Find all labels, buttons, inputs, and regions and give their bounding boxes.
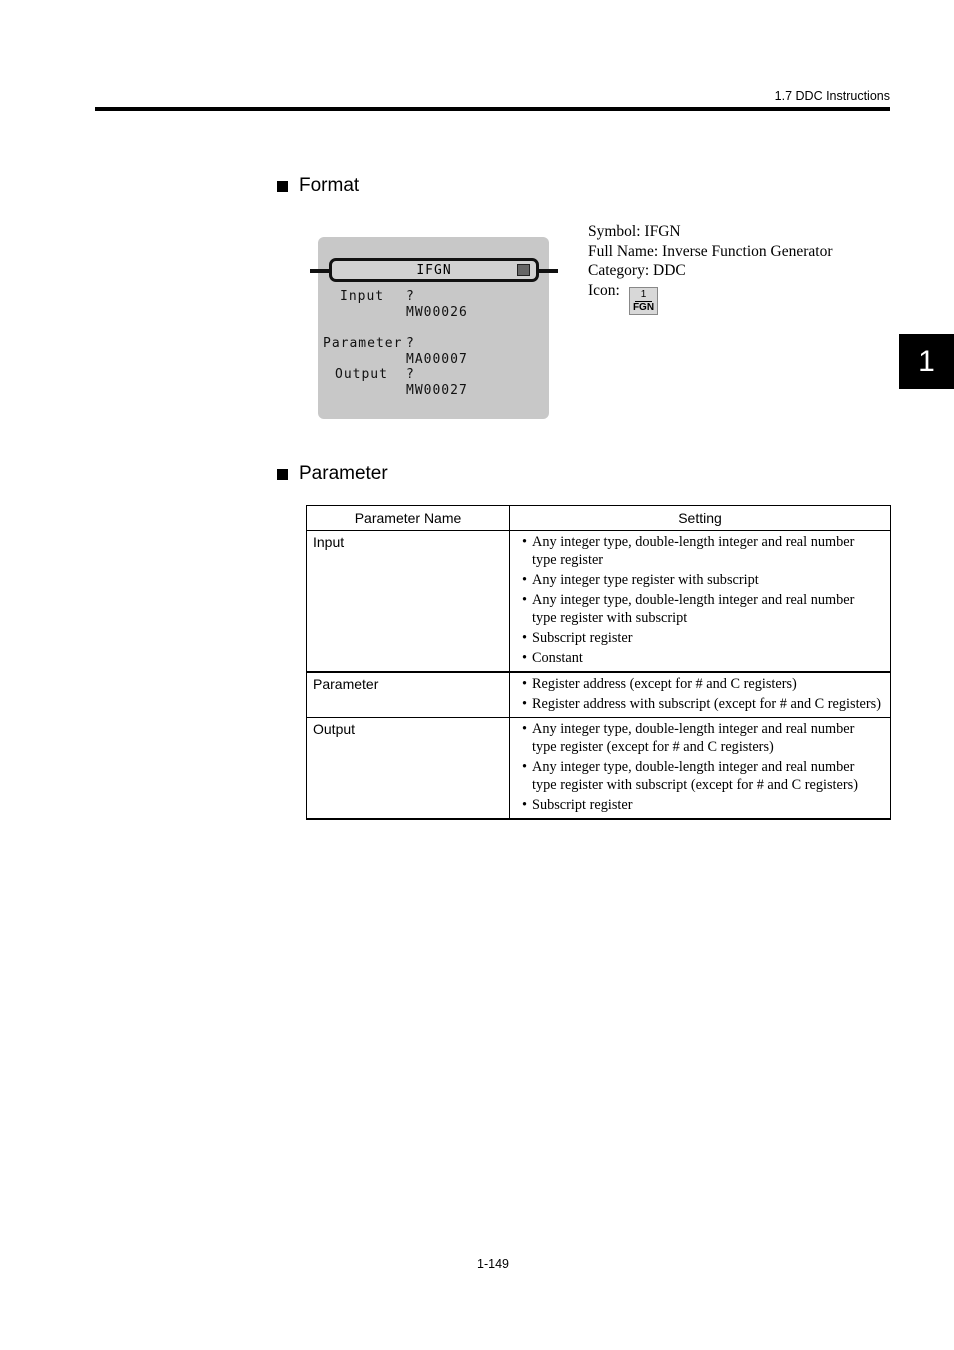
block-parameter-value: MA00007 — [406, 352, 468, 367]
parameter-heading-text: Parameter — [299, 463, 388, 484]
parameter-table — [306, 505, 891, 820]
row-name: Parameter — [307, 672, 510, 718]
parameter-heading — [277, 463, 388, 485]
row-name: Output — [307, 718, 510, 820]
setting-item: • Register address with subscript (except for # and C registers) — [522, 695, 882, 713]
block-input-q: ? — [406, 289, 415, 304]
table-row — [307, 531, 891, 673]
block-title-bar — [329, 258, 539, 282]
instruction-info — [588, 222, 833, 300]
block-input-value: MW00026 — [406, 305, 468, 320]
setting-item: • Constant — [522, 649, 882, 667]
page-number: 1-149 — [477, 1257, 509, 1271]
block-title: IFGN — [416, 262, 452, 278]
setting-item: • Any integer type, double-length integer and real number type register (except for # and C registers) — [522, 720, 882, 756]
setting-item: • Subscript register — [522, 796, 882, 814]
row-settings — [510, 718, 891, 820]
setting-item: • Subscript register — [522, 629, 882, 647]
block-parameter-q: ? — [406, 336, 415, 351]
running-header: 1.7 DDC Instructions — [774, 89, 890, 103]
setting-item: • Any integer type register with subscript — [522, 571, 882, 589]
column-header-setting: Setting — [510, 506, 891, 531]
setting-item: • Any integer type, double-length integer and real number type register with subscript — [522, 591, 882, 627]
setting-item: • Any integer type, double-length integer and real number type register with subscript (except for # and C registers) — [522, 758, 882, 794]
block-output-q: ? — [406, 367, 415, 382]
setting-item: • Register address (except for # and C registers) — [522, 675, 882, 693]
info-icon-label: Icon: — [588, 281, 620, 299]
table-row — [307, 672, 891, 718]
block-output-value: MW00027 — [406, 383, 468, 398]
fgn-icon-number: 1 — [635, 289, 652, 302]
row-settings — [510, 531, 891, 673]
format-heading — [277, 175, 359, 197]
header-rule — [95, 107, 890, 111]
table-header-row — [307, 506, 891, 531]
function-block-figure — [310, 236, 560, 421]
block-parameter-label: Parameter — [323, 336, 403, 351]
fgn-icon-text: FGN — [632, 302, 655, 313]
block-output-label: Output — [335, 367, 388, 382]
fgn-icon — [629, 287, 658, 315]
info-category: Category: DDC — [588, 262, 686, 279]
info-symbol: Symbol: IFGN — [588, 223, 681, 240]
block-input-label: Input — [340, 289, 385, 304]
setting-item: • Any integer type, double-length integer and real number type register — [522, 533, 882, 569]
format-heading-text: Format — [299, 175, 360, 196]
info-full-name: Full Name: Inverse Function Generator — [588, 242, 833, 260]
square-bullet-icon — [277, 181, 288, 192]
column-header-name: Parameter Name — [307, 506, 510, 531]
table-row — [307, 718, 891, 820]
block-graph-icon — [517, 264, 530, 276]
chapter-tab: 1 — [899, 334, 954, 389]
row-settings — [510, 672, 891, 718]
row-name: Input — [307, 531, 510, 673]
square-bullet-icon — [277, 469, 288, 480]
